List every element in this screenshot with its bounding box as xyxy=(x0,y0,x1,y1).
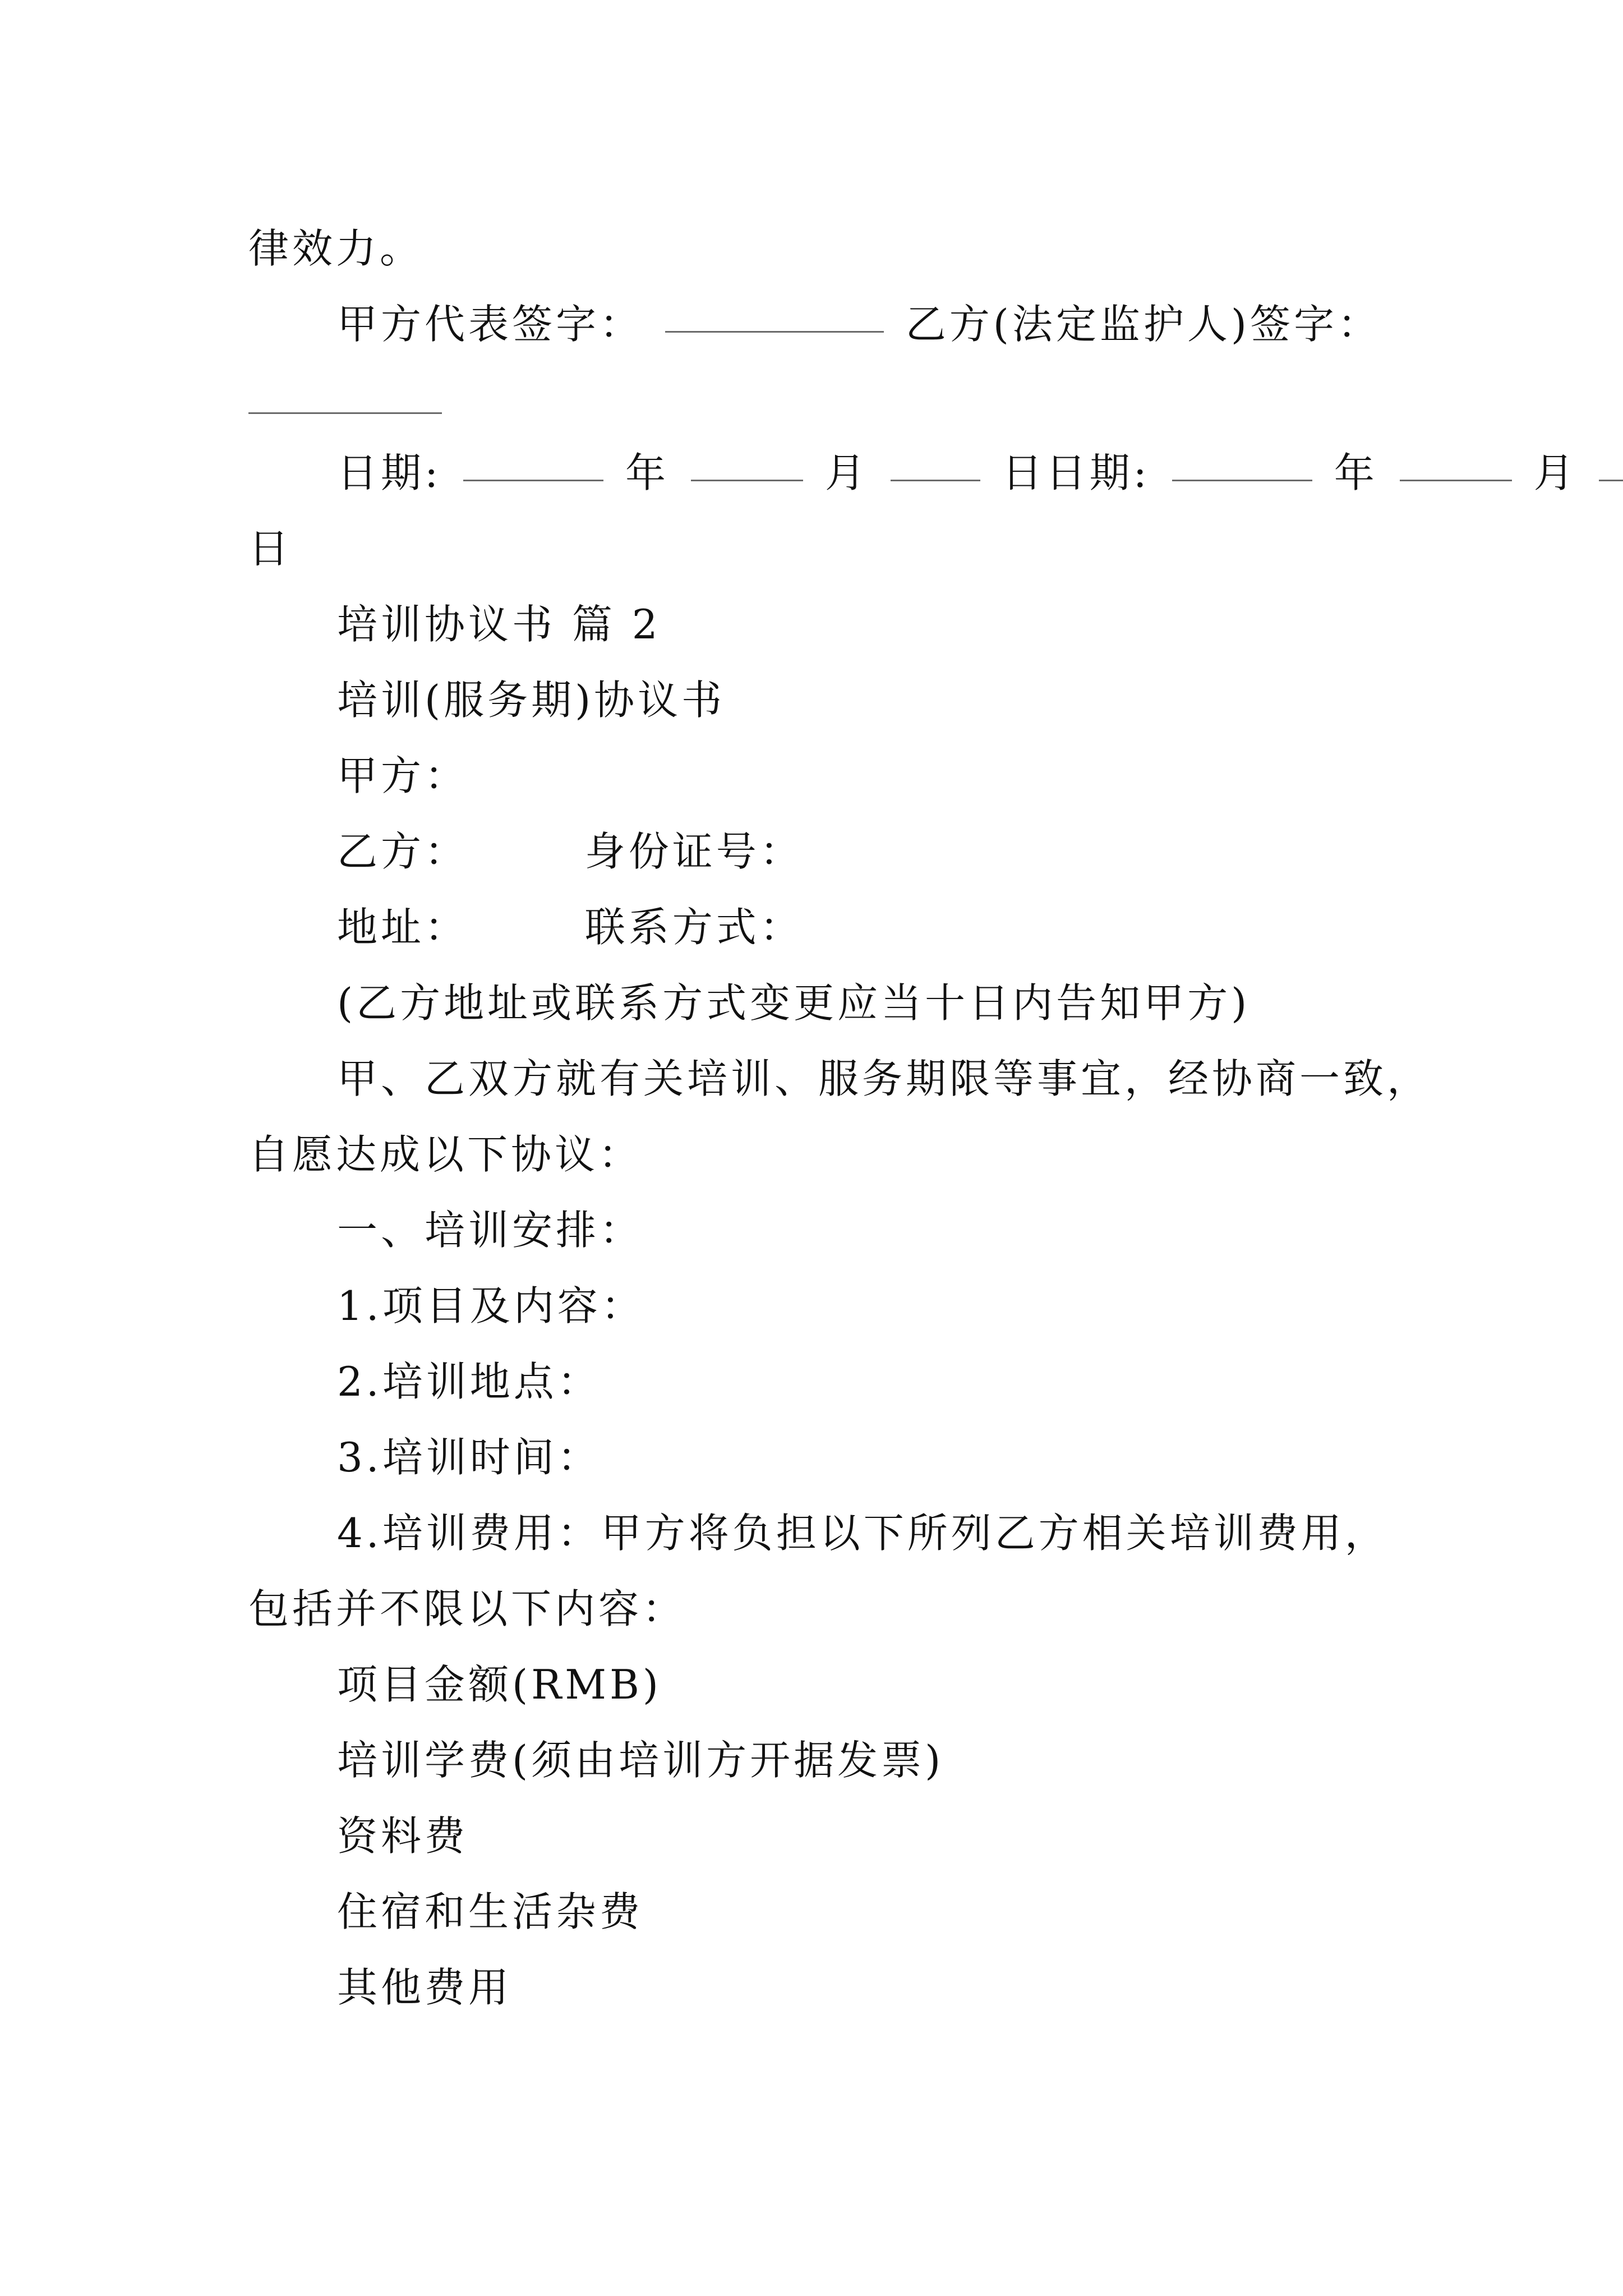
signature-line xyxy=(337,297,1381,351)
date-label-1: 日期: xyxy=(337,449,442,496)
address-label: 地址： xyxy=(337,904,469,951)
date-2-day-label: 日 xyxy=(248,525,293,572)
item-4-training-fee-line-2-text: 包括并不限以下内容： xyxy=(248,1585,686,1632)
party-a-line xyxy=(337,749,468,803)
date-2-year-label: 年 xyxy=(1334,449,1378,496)
date-2-day-blank[interactable] xyxy=(1599,480,1623,481)
date-line xyxy=(337,446,1623,500)
training-arrangement-heading-text: 一、培训安排： xyxy=(337,1207,644,1254)
party-a-signature-blank[interactable] xyxy=(665,331,884,333)
item-4-training-fee-line-1 xyxy=(337,1506,1389,1560)
date-1-year-label: 年 xyxy=(625,449,670,496)
party-b-signature-label: 乙方(法定监护人)签字： xyxy=(905,301,1381,348)
party-b-label: 乙方： xyxy=(337,828,469,875)
date-1-day-and-date-label-2: 日日期: xyxy=(1002,449,1150,496)
id-number-label: 身份证号： xyxy=(584,828,804,875)
party-b-line xyxy=(337,825,804,878)
section-title xyxy=(337,597,661,651)
date-1-month-label: 月 xyxy=(824,449,869,496)
item-3-training-time-text: 3.培训时间： xyxy=(337,1434,601,1481)
item-4-training-fee-line-2 xyxy=(248,1582,686,1636)
agreement-intro-line-2-text: 自愿达成以下协议： xyxy=(248,1131,643,1178)
fee-item-other xyxy=(337,1961,512,2014)
date-1-month-blank[interactable] xyxy=(691,480,803,481)
party-a-label: 甲方： xyxy=(337,752,469,799)
address-line xyxy=(337,900,804,954)
fee-item-lodging xyxy=(337,1885,643,1939)
text-line-law-effect xyxy=(248,222,423,275)
date-1-year-blank[interactable] xyxy=(463,480,603,481)
item-2-training-location-text: 2.培训地点： xyxy=(337,1358,601,1405)
fee-item-tuition xyxy=(337,1733,944,1787)
agreement-intro-line-1-text: 甲、乙双方就有关培训、服务期限等事宜，经协商一致， xyxy=(337,1055,1431,1102)
item-1-project-content-text: 1.项目及内容： xyxy=(337,1282,645,1329)
fee-item-materials xyxy=(337,1809,468,1863)
party-a-signature-label: 甲方代表签字： xyxy=(337,301,644,348)
section-title-text: 培训协议书 篇 2 xyxy=(337,601,661,648)
item-2-training-location xyxy=(337,1355,601,1409)
training-arrangement-heading xyxy=(337,1203,643,1257)
date-2-year-blank[interactable] xyxy=(1172,480,1312,481)
date-line-day-suffix xyxy=(248,522,292,576)
date-2-month-label: 月 xyxy=(1533,449,1578,496)
party-b-signature-blank[interactable] xyxy=(248,412,442,414)
fee-item-other-text: 其他费用 xyxy=(337,1964,513,2011)
address-change-note xyxy=(337,976,1250,1030)
agreement-intro-line-1 xyxy=(337,1052,1431,1106)
contact-label: 联系方式： xyxy=(584,904,804,951)
text-line-law-effect-text: 律效力。 xyxy=(248,225,424,272)
fee-table-header xyxy=(337,1658,662,1711)
fee-item-lodging-text: 住宿和生活杂费 xyxy=(337,1888,644,1935)
date-2-month-blank[interactable] xyxy=(1400,480,1512,481)
agreement-intro-line-2 xyxy=(248,1128,642,1181)
agreement-title-text: 培训(服务期)协议书 xyxy=(337,677,726,724)
fee-item-tuition-text: 培训学费(须由培训方开据发票) xyxy=(337,1737,944,1784)
item-4-training-fee-line-1-text: 4.培训费用：甲方将负担以下所列乙方相关培训费用， xyxy=(337,1510,1389,1557)
date-1-day-blank[interactable] xyxy=(891,480,980,481)
item-1-project-content xyxy=(337,1279,645,1333)
item-3-training-time xyxy=(337,1430,601,1484)
agreement-title xyxy=(337,673,725,727)
fee-item-materials-text: 资料费 xyxy=(337,1812,469,1860)
fee-table-header-text: 项目金额(RMB) xyxy=(337,1661,662,1708)
address-change-note-text: (乙方地址或联系方式变更应当十日内告知甲方) xyxy=(337,979,1251,1027)
